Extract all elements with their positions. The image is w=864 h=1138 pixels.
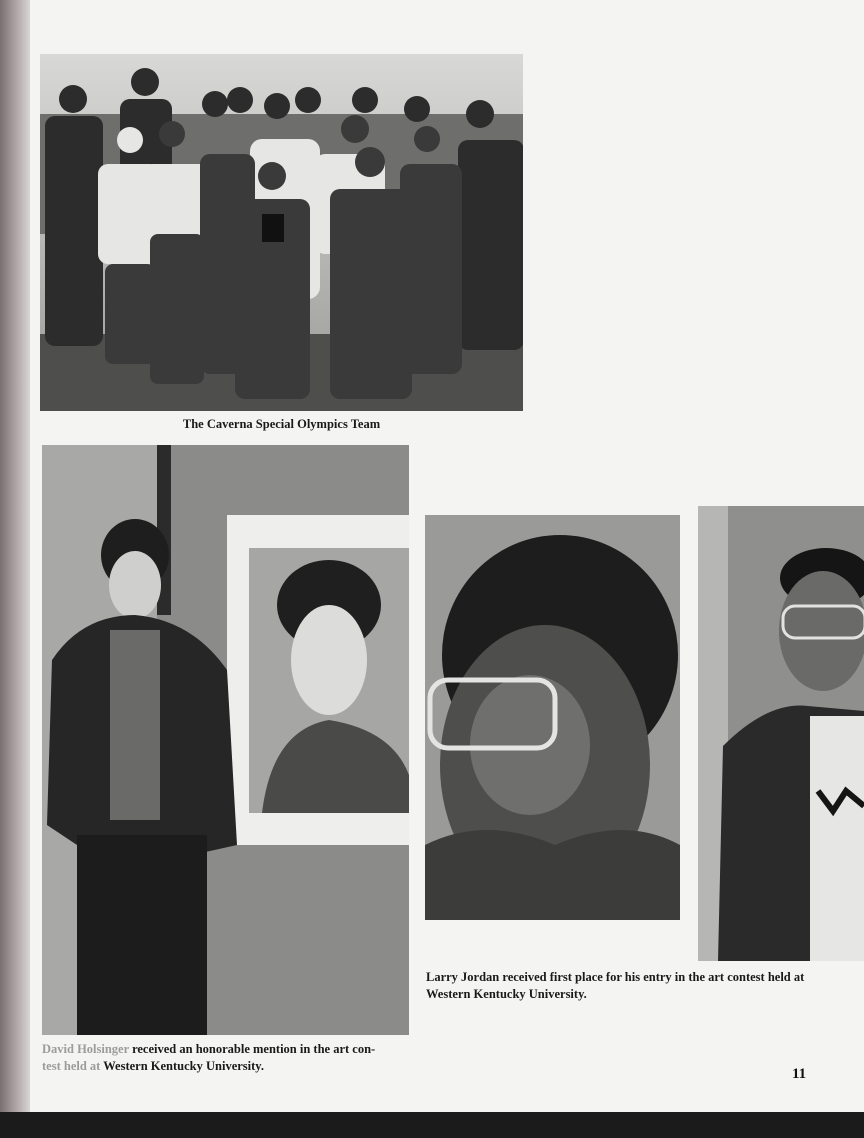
page-number: 11: [792, 1066, 807, 1082]
holsinger-caption-faded-line2: test held at: [42, 1059, 101, 1073]
jordan-caption-line1: Larry Jordan received first place for his entry in the art contest held at: [426, 970, 805, 984]
jordan-caption: [426, 969, 864, 1003]
team-photo: [40, 54, 523, 411]
holsinger-name-faded: David Holsinger: [42, 1042, 129, 1056]
jordan-portrait-artwork: [425, 515, 680, 920]
holsinger-photo: [42, 445, 409, 1035]
team-photo-caption: The Caverna Special Olympics Team: [182, 417, 381, 431]
holsinger-caption: [42, 1041, 414, 1075]
holsinger-caption-text-line2: Western Kentucky University.: [100, 1059, 264, 1073]
jordan-photo: [698, 506, 864, 961]
page-binding-shadow: [0, 0, 30, 1112]
jordan-caption-line2: Western Kentucky University.: [426, 987, 587, 1001]
holsinger-caption-text-line1: received an honorable mention in the art con-: [128, 1042, 376, 1056]
scan-bottom-edge: [0, 1112, 864, 1138]
